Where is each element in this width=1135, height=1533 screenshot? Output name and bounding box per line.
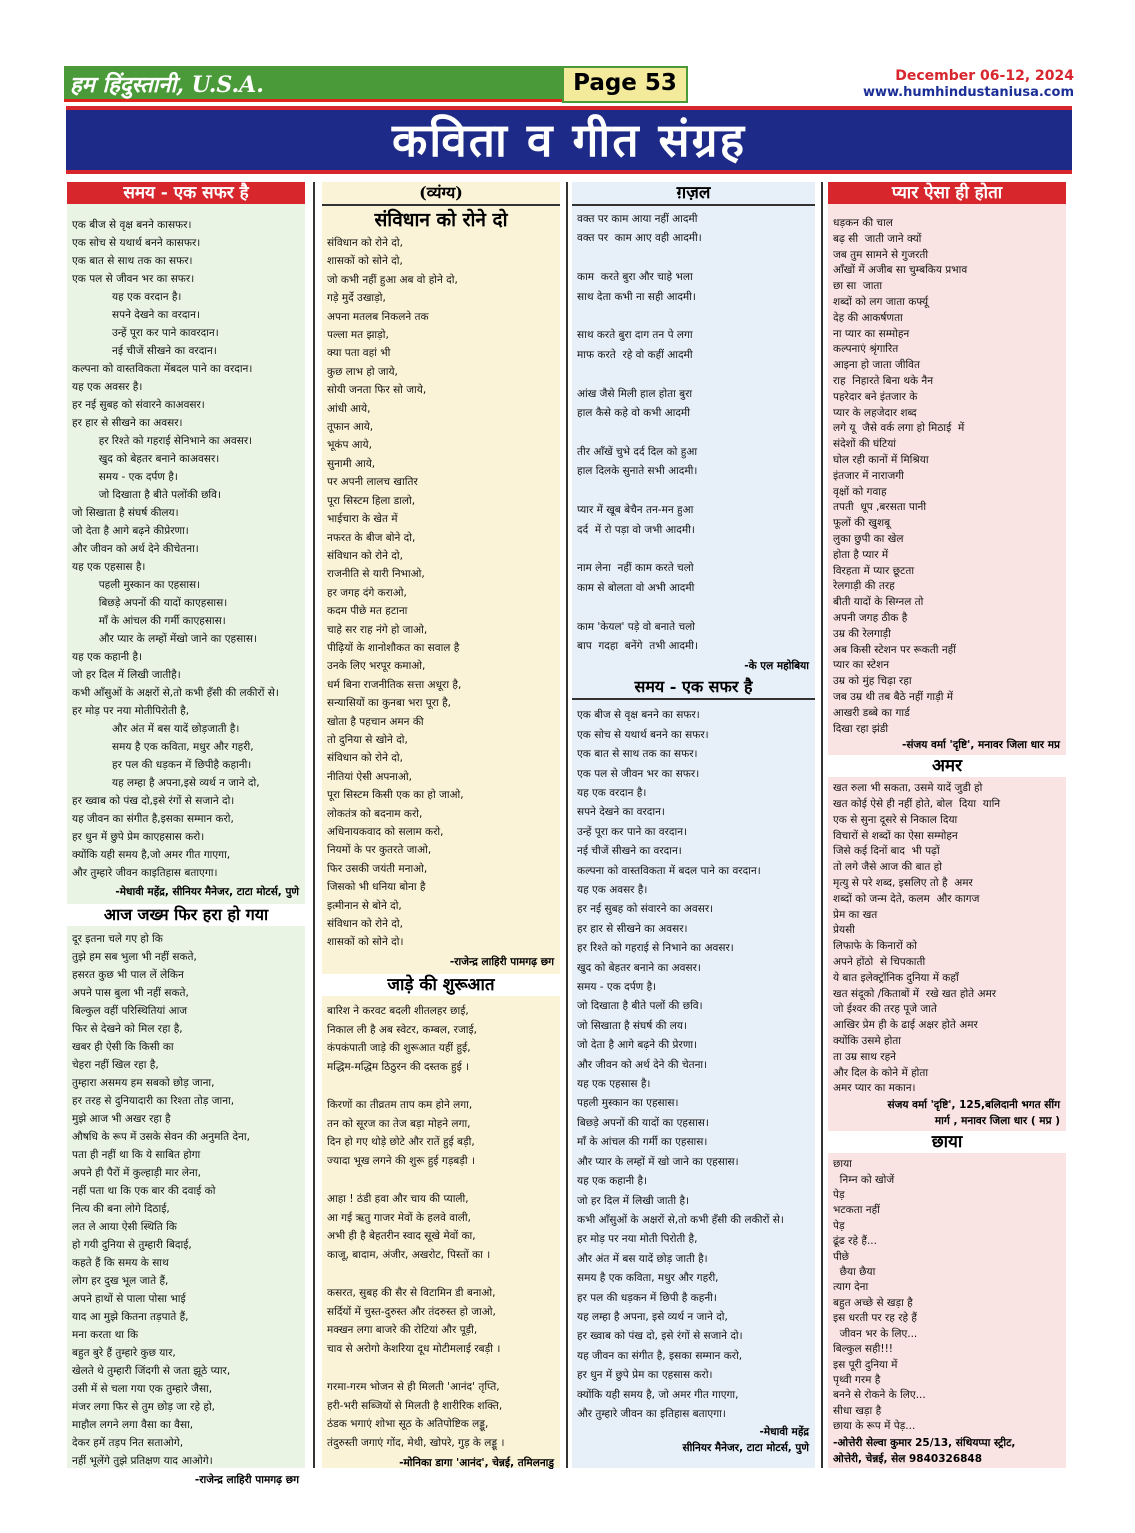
website-link[interactable]: www.humhindustaniusa.com [862,85,1074,100]
poem-heading: ग़ज़ल [572,182,815,206]
column-divider [566,182,568,1468]
poem-body: बारिश ने करवट बदली शीतलहर छाई, निकाल ली है अब स्वेटर, कम्बल, रजाई, कंपकंपाती जाड़े की शुरूआत यहीं हुई, मद्धिम-मद्धिम ठिठुरन की दस्तक हुई । किरणों का तीव्रतम ताप कम होने लगा, तन को सूरज का तेज बड़ा मोहने लगा, दिन हो गए थोड़े छोटे और रातें हुई बड़ी, ज्यादा भूख लगने की शुरू हुई गड़बड़ी । आहा ! ठंडी हवा और चाय की प्याली, आ गई ऋतु गाजर मेवों के हलवे वाली, अभी ही है बेहतरीन स्वाद सूखे मेवों का, काजू, बादाम, अंजीर, अखरोट, पिस्तों का । कसरत, सुबह की सैर से विटामिन डी बनाओ, सर्दियों में चुस्त-दुरुस्त और तंदरुस्त हो जाओ, मक्खन लगा बाजरे की रोटियां और पूड़ी, चाव से अरोगो केशरिया दूध मोटीमलाई रबड़ी । गरमा-गरम भोजन से ही मिलती 'आनंद' तृप्ति, हरी-भरी सब्जियों से मिलती है शारीरिक शक्ति, ठंडक भगाएं शोभा सूठ के अतिपोष्टिक लड्डू, तंदुरुस्ती जगाएं गोंद, मेथी, खोपरे, गुड़ के लड्डू । [327,1004,505,1450]
column-divider [821,182,823,1468]
column-3 [572,182,815,1468]
poem-author: -राजेन्द्र लाहिरी पामगढ़ छग [449,955,554,968]
column-1 [67,182,305,1486]
poem-body: संविधान को रोने दो, शासकों को सोने दो, जो कभी नहीं हुआ अब वो होने दो, गड़े मुर्दे उखाड़ो, अपना मतलब निकलने तक पल्ला मत झाड़ो, क्या पता वहां भी कुछ लाभ हो जाये, सोयी जनता फिर सो जाये, आंधी आये, तूफान आये, भूकंप आये, सुनामी आये, पर अपनी लालच खातिर पूरा सिस्टम हिला डालो, भाईचारा के खेत में नफरत के बीज बोने दो, संविधान को रोने दो, राजनीति से यारी निभाओ, हर जगह दंगे कराओ, कदम पीछे मत हटाना चाहे सर राह नंगे हो जाओ, पीढ़ियों के शानोशौकत का सवाल है उनके लिए भरपूर कमाओ, धर्म बिना राजनीतिक सत्ता अधूरा है, सन्यासियों का कुनबा भरा पूरा है, खोता है पहचान अमन की तो दुनिया से खोने दो, संविधान को रोने दो, नीतियां ऐसी अपनाओ, पूरा सिस्टम किसी एक का हो जाओ, लोकतंत्र को बदनाम करो, अधिनायकवाद को सलाम करो, नियमों के पर कुतरते जाओ, फिर उसकी जयंती मनाओ, जिसको भी धनिया बोना है इत्मीनान से बोने दो, संविधान को रोने दो, शासकों को सोने दो। [327,237,464,949]
poem-heading: अमर [828,755,1066,777]
poem-body: छाया निम्न को खोजें पेड़ भटकता नहीं पेड़ ढूंढ रहे हैं... पीछे छैया छैया त्याग देना बहुत अच्छे से खड़ा है इस धरती पर रह रहे हैं जीवन भर के लिए... बिल्कुल सही!!! इस पूरी दुनिया में पृथ्वी गरम है बनने से रोकने के लिए... सीधा खड़ा है छाया के रूप में पेड़... [833,1158,926,1433]
poem-heading: जाड़े की शुरूआत [322,974,560,996]
poem-heading: संविधान को रोने दो [374,209,508,231]
poem-heading: समय - एक सफर है [67,182,305,204]
poem-heading: प्यार ऐसा ही होता [828,182,1066,204]
poem-body: वक्त पर काम आया नहीं आदमी वक्त पर काम आए वही आदमी। काम करते बुरा और चाहे भला साथ देता कभी ना सही आदमी। साथ करते बुरा दाग तन पे लगा माफ करते रहे वो कहीं आदमी आंख जैसे मिली हाल होता बुरा हाल कैसे कहे वो कभी आदमी तीर आँखें चुभे दर्द दिल को हुआ हाल दिलके सुनाते सभी आदमी। प्यार में खूब बेचैन तन-मन हुआ दर्द में रो पड़ा वो जभी आदमी। नाम लेना नहीं काम करते चलो काम से बोलता वो अभी आदमी काम 'केयल' पड़े वो बनाते चलो बाप गदहा बनेंगे तभी आदमी। [577,213,702,652]
poem-body: एक बीज से वृक्ष बनने कासफर। एक सोच से यथार्थ बनने कासफर। एक बात से साथ तक का सफर। एक पल से जीवन भर का सफर। यह एक वरदान है। सपने देखने का वरदान। उन्हें पूरा कर पाने कावरदान। नई चीजें सीखने का वरदान। कल्पना को वास्तविकता मेंबदल पाने का वरदान। यह एक अवसर है। हर नई सुबह को संवारने काअवसर। हर हार से सीखने का अवसर। हर रिश्ते को गहराई सेनिभाने का अवसर। खुद को बेहतर बनाने काअवसर। समय - एक दर्पण है। जो दिखाता है बीते पलोंकी छवि। जो सिखाता है संघर्ष कीलय। जो देता है आगे बढ़ने कीप्रेरणा। और जीवन को अर्थ देने कीचेतना। यह एक एहसास है। पहली मुस्कान का एहसास। बिछड़े अपनों की यादों काएहसास। माँ के आंचल की गर्मी काएहसास। और प्यार के लम्हों मेंखो जाने का एहसास। यह एक कहानी है। जो हर दिल में लिखी जातीहै। कभी आँसुओं के अक्षरों से,तो कभी हँसी की लकीरों से। हर मोड़ पर नया मोतीपिरोती है, और अंत में बस यादें छोड़जाती है। समय है एक कविता, मधुर और गहरी, हर पल की धड़कन में छिपीहै कहानी। यह लम्हा है अपना,इसे व्यर्थ न जाने दो, हर ख्वाब को पंख दो,इसे रंगों से सजाने दो। यह जीवन का संगीत है,इसका सम्मान करो, हर धुन में छुपे प्रेम काएहसास करो। क्योंकि यही समय है,जो अमर गीत गाएगा, और तुम्हारे जीवन काइतिहास बताएगा। [72,219,279,879]
issue-date: December 06-12, 2024 [895,68,1074,84]
poem-body: एक बीज से वृक्ष बनने का सफर। एक सोच से यथार्थ बनने का सफर। एक बात से साथ तक का सफर। एक पल से जीवन भर का सफर। यह एक वरदान है। सपने देखने का वरदान। उन्हें पूरा कर पाने का वरदान। नई चीजें सीखने का वरदान। कल्पना को वास्तविकता में बदल पाने का वरदान। यह एक अवसर है। हर नई सुबह को संवारने का अवसर। हर हार से सीखने का अवसर। हर रिश्ते को गहराई से निभाने का अवसर। खुद को बेहतर बनाने का अवसर। समय - एक दर्पण है। जो दिखाता है बीते पलों की छवि। जो सिखाता है संघर्ष की लय। जो देता है आगे बढ़ने की प्रेरणा। और जीवन को अर्थ देने की चेतना। यह एक एहसास है। पहली मुस्कान का एहसास। बिछड़े अपनों की यादों का एहसास। माँ के आंचल की गर्मी का एहसास। और प्यार के लम्हों में खो जाने का एहसास। यह एक कहानी है। जो हर दिल में लिखी जाती है। कभी आँसुओं के अक्षरों से,तो कभी हँसी की लकीरों से। हर मोड़ पर नया मोती पिरोती है, और अंत में बस यादें छोड़ जाती है। समय है एक कविता, मधुर और गहरी, हर पल की धड़कन में छिपी है कहनी। यह लम्हा है अपना, इसे व्यर्थ न जाने दो, हर ख्वाब को पंख दो, इसे रंगों से सजाने दो। यह जीवन का संगीत है, इसका सम्मान करो, हर धुन में छुपे प्रेम का एहसास करो। क्योंकि यही समय है, जो अमर गीत गाएगा, और तुम्हारे जीवन का इतिहास बताएगा। [577,709,784,1420]
poem-body: दूर इतना चले गए हो कि तुझे हम सब भुला भी नहीं सकते, हसरत कुछ भी पाल लें लेकिन अपने पास बुला भी नहीं सकते, बिल्कुल वहीं परिस्थितियां आज फिर से देखने को मिल रहा है, खबर ही ऐसी कि किसी का चेहरा नहीं खिल रहा है, तुम्हारा असमय हम सबको छोड़ जाना, हर तरह से दुनियादारी का रिश्ता तोड़ जाना, मुझे आज भी अखर रहा है औषधि के रूप में उसके सेवन की अनुमति देना, पता ही नहीं था कि ये साबित होगा अपने ही पैरों में कुल्हाड़ी मार लेना, नहीं पता था कि एक बार की दवाई को नित्य की बना लोगे दिठाई, लत ले आया ऐसी स्थिति कि हो गयी दुनिया से तुम्हारी बिदाई, कहते हैं कि समय के साथ लोग हर दुख भूल जाते हैं, अपने हाथों से पाला पोसा भाई याद आ मुझे कितना तड़पाते हैं, मना करता था कि बहुत बुरे हैं तुम्हारे कुछ यार, खेलते थे तुम्हारी जिंदगी से जता झूठे प्यार, उसी में से चला गया एक तुम्हारे जैसा, मंजर लगा फिर से तुम छोड़ जा रहे हो, माहौल लगने लगा वैसा का वैसा, देकर हमें तड़प नित सताओगे, नहीं भूलेंगे तुझे प्रतिक्षण याद आओगे। [72,933,250,1467]
poem-heading: छाया [828,1131,1066,1153]
poem-author: -ओत्तेरी सेल्वा कुमार 25/13, संथियप्पा स्ट्रीट, ओत्तेरी, चेन्नई, सेल 9840326848 [833,1436,1016,1465]
poem-author: -राजेन्द्र लाहिरी पामगढ़ छग [194,1474,299,1486]
newspaper-logo: हम हिंदुस्तानी, U.S.A. [70,72,264,98]
column-2 [322,182,560,1468]
section-banner [66,106,1072,174]
column-4 [828,182,1066,1468]
poem-body: खत रुला भी सकता, उसमे यादें जुडी हो खत कोई ऐसे ही नहीं होते, बोल दिया यानि एक से सुना दूसरे से निकाल दिया विचारों से शब्दों का ऐसा सम्मोहन जिसे कई दिनों बाद भी पढ़ों तो लगे जैसे आज की बात हो मृत्यु से परे शब्द, इसलिए तो है अमर शब्दों को जन्म देते, कलम और कागज प्रेम का खत प्रेयसी लिफाफे के किनारों को अपने होंठो से चिपकाती ये बात इलेक्ट्रॉनिक दुनिया में कहाँ खत संदूको /किताबों में रखे खत होते अमर जो ईश्वर की तरह पूजे जाते आखिर प्रेम ही के ढाई अक्षर होते अमर क्योंकि उसमे होता ता उम्र साथ रहने और दिल के कोने में होता अमर प्यार का मकान। [833,782,1001,1095]
poem-author: -मेधावी महेंद्र, सीनियर मैनेजर, टाटा मोटर्स, पुणे [115,886,299,898]
poem-author: -संजय वर्मा 'दृष्टि', मनावर जिला धार मप्र [902,739,1060,752]
masthead-bar [64,66,564,102]
masthead [64,66,1074,102]
page-number: Page 53 [562,66,688,103]
poem-tag: (व्यंग्य) [322,182,560,206]
poem-heading: आज जख्म फिर हरा हो गया [67,904,305,926]
poem-body: धड़कन की चाल बढ़ सी जाती जाने क्यों जब तुम सामने से गुजरती ऑंखों में अजीब सा चुम्बकिय प्रभाव छा सा जाता शब्दों को लग जाता कर्फ्यू देह की आकर्षणता ना प्यार का सम्मोहन कल्पनाएं श्रृंगारित आइना हो जाता जीवित राह निहारते बिना थके नैन पहरेदार बने इंतजार के प्यार के लहजेदार शब्द लगे यू जैसे वर्क लगा हो मिठाई में संदेशों की घंटियां घोल रही कानों में मिश्रिया इंतजार में नाराजगी वृक्षों को गवाह तपती धूप ,बरसता पानी फूलों की खुशबू लुका छुपी का खेल होता है प्यार में विरहता में प्यार छूटता रेलगाड़ी की तरह बीती यादों के सिग्नल तो अपनी जगह ठीक है उम्र की रेलगाड़ी अब किसी स्टेशन पर रूकती नहीं प्यार का स्टेशन उम्र को मुंह चिढ़ा रहा जब उम्र थी तब बैठे नहीं गाड़ी में आखरी डब्बे का गार्ड दिखा रहा झंडी [833,217,968,735]
column-divider [313,182,315,1468]
poem-author: -मेधावी महेंद्र सीनियर मैनेजर, टाटा मोटर्स, पुणे [682,1426,809,1455]
poem-heading: समय - एक सफर है [572,676,815,700]
poem-author: -के एल महोबिया [744,660,809,673]
poem-author: -मोनिका डागा 'आनंद', चेन्नई, तमिलनाडु [399,1456,554,1469]
section-title: कविता व गीत संग्रह [391,113,747,167]
poem-author: संजय वर्मा 'दृष्टि', 125,बलिदानी भगत सींग मार्ग , मनावर जिला धार ( मप्र ) [887,1099,1060,1128]
